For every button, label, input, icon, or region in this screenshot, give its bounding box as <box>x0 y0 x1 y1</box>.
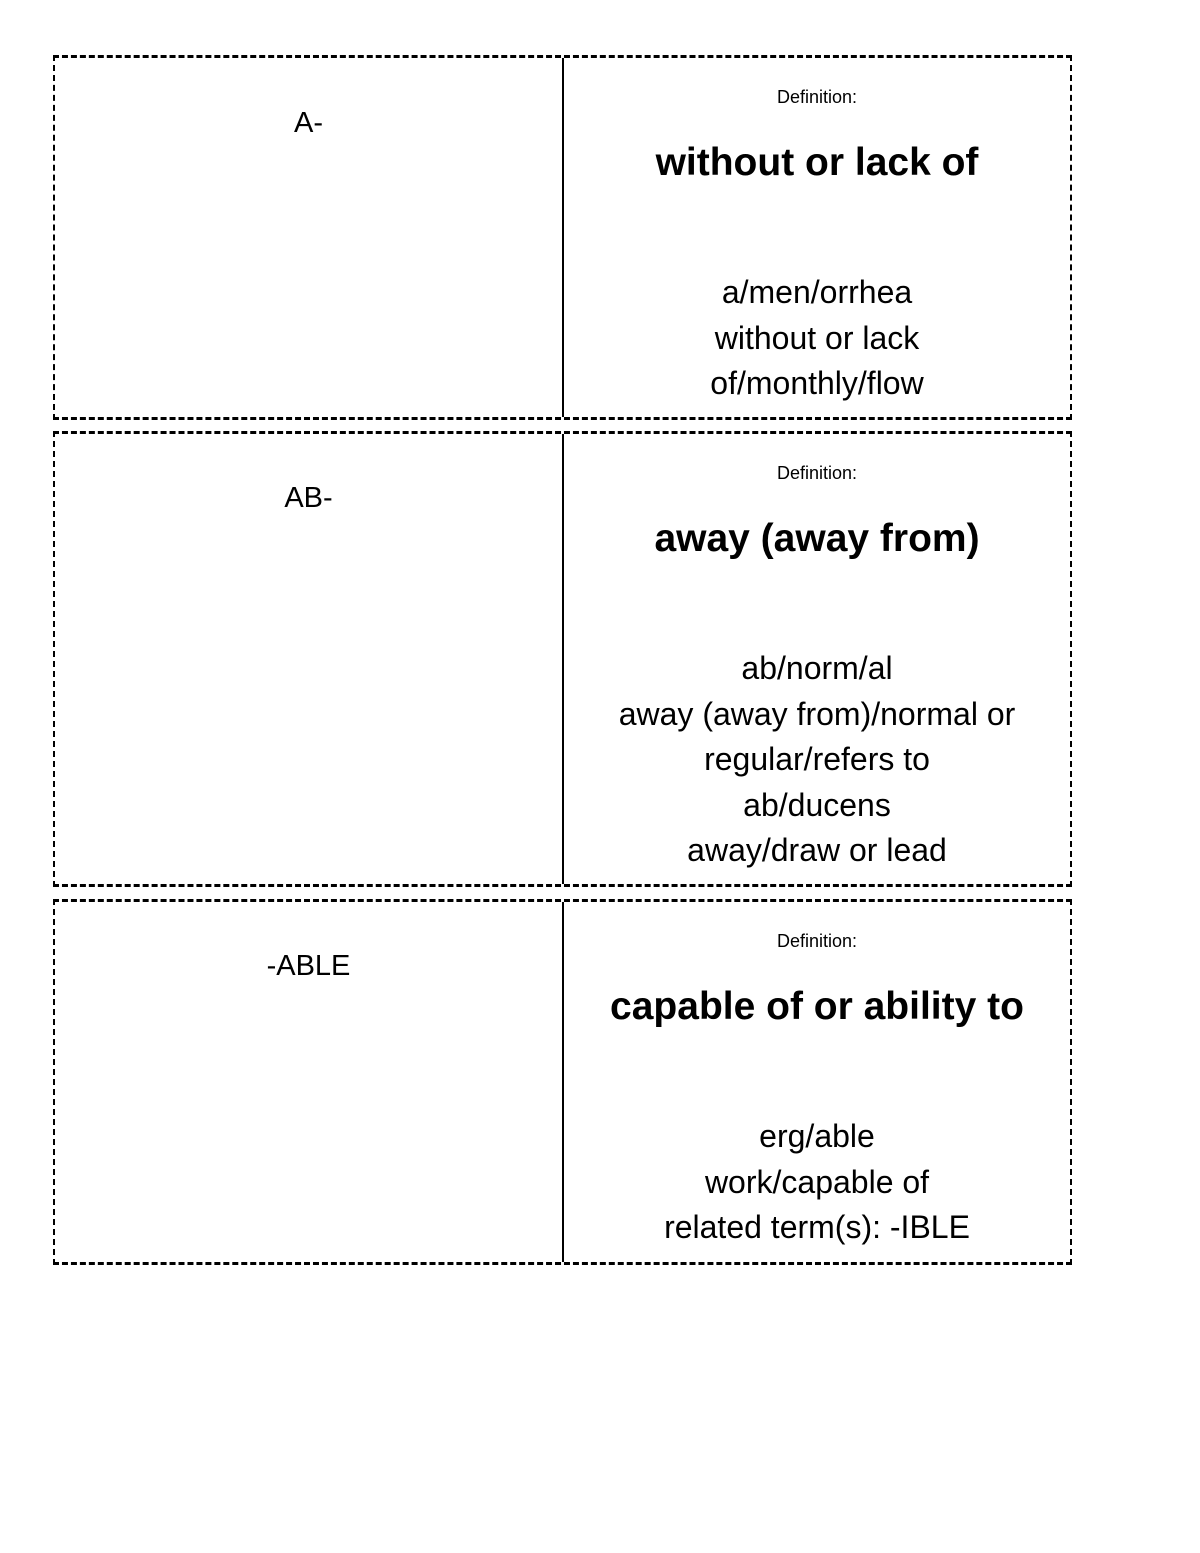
example-block <box>564 270 1070 407</box>
definition-panel <box>564 902 1070 1262</box>
example-line: without or lack <box>714 319 920 356</box>
example-line: regular/refers to <box>704 741 930 777</box>
flashcard <box>53 431 1072 887</box>
definition-label: Definition: <box>776 87 858 107</box>
definition-panel <box>564 434 1070 884</box>
definition-text: away (away from) <box>654 517 980 560</box>
definition-label: Definition: <box>776 463 858 483</box>
example-line: related term(s): -IBLE <box>664 1209 970 1245</box>
term-text: A- <box>294 107 323 139</box>
example-line: of/monthly/flow <box>710 365 924 401</box>
example-line: erg/able <box>759 1118 875 1154</box>
example-block <box>564 646 1070 874</box>
term-text: AB- <box>284 482 333 514</box>
example-block <box>564 1114 1070 1251</box>
definition-text: without or lack of <box>655 141 979 184</box>
example-line: away (away from)/normal or <box>618 695 1016 732</box>
definition-label: Definition: <box>776 931 858 951</box>
definition-panel <box>564 58 1070 417</box>
example-line: ab/ducens <box>743 786 891 823</box>
term-text: -ABLE <box>266 950 351 982</box>
flashcard <box>53 899 1072 1265</box>
example-line: a/men/orrhea <box>721 274 913 310</box>
flashcard <box>53 55 1072 420</box>
example-line: away/draw or lead <box>687 832 947 868</box>
definition-text: capable of or ability to <box>610 985 1024 1028</box>
example-line: ab/norm/al <box>741 650 893 686</box>
example-line: work/capable of <box>704 1163 930 1200</box>
